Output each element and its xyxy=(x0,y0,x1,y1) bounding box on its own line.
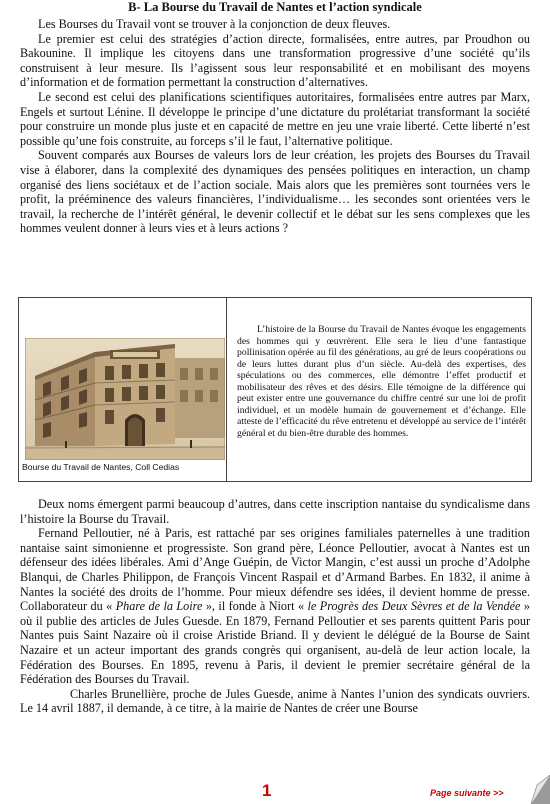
section-title: B- La Bourse du Travail de Nantes et l’action syndicale xyxy=(128,0,422,14)
paragraph: Deux noms émergent parmi beaucoup d’autres, dans cette inscription nantaise du syndicalisme dans l’histoire la Bourse du Travail. xyxy=(20,497,530,526)
pelloutier-section xyxy=(20,497,530,716)
newspaper-title: le Progrès des Deux Sèvres et de la Vendée xyxy=(307,599,521,614)
figure-photo-panel xyxy=(19,298,227,481)
intro-section xyxy=(20,17,530,236)
page-number: 1 xyxy=(262,781,272,800)
paragraph xyxy=(20,526,530,687)
text-run: Fernand Pelloutier, né à Paris, est rattaché par ses origines familiales paternelles à une tradition nantaise saint simonienne et progressiste. Son grand père, Léonce Pelloutier, avocat à Nantes est un défenseur des idées libérales. Ami d’Ange Guépin, de Victor Mangin, c’est aussi un proche d’Adolphe Blanqui, de Charles Philippon, de François Vincent Raspail et d’Armand Barbes. En 1832, il anime à Nantes la société des droits de l’homme. Pour mieux défendre ses idées, il devient homme de presse. Collaborateur du « xyxy=(20,526,530,614)
figure-box xyxy=(18,297,532,482)
paragraph: Souvent comparés aux Bourses de valeurs lors de leur création, les projets des Bourses du Travail vise à élaborer, dans la complexité des dynamiques des pensées politiques en interaction, un champ organisé des liens sociétaux et de l’action sociale. Mais alors que les premières sont tournées vers le profit, la prééminence des valeurs financières, l’individualisme… les secondes sont orientées vers le travail, la recherche de l’intérêt général, le devenir collectif et le débat sur les sens complexes que les hommes veulent donner à leurs vies et à leurs actions ? xyxy=(20,148,530,236)
paragraph: Le premier est celui des stratégies d’action directe, formalisées, entre autres, par Proudhon ou Bakounine. Il implique les citoyens dans une transformation progressive d’une société qu’ils construisent à leur mesure. Ils l’agissent sous leur responsabilité et en mobilisant des moyens d’information et de formation permettant la construction d’alternatives. xyxy=(20,31,530,90)
paragraph: Les Bourses du Travail vont se trouver à la conjonction de deux fleuves. xyxy=(38,17,391,31)
paragraph: Charles Brunellière, proche de Jules Guesde, anime à Nantes l’union des syndicats ouvriers. Le 14 avril 1887, il demande, à ce titre, à la mairie de Nantes de créer une Bourse xyxy=(20,686,530,716)
paragraph: Le second est celui des planifications scientifiques autoritaires, formalisées entre autres par Marx, Engels et surtout Lénine. Il développe le principe d’une dictature du prolétariat transformant la société pour construire un monde plus juste et en capacité de mettre en jeu une vraie liberté. Cette liberté n’est possible qu’une fois construite, au forceps s’il le faut, l’alternative politique. xyxy=(20,89,530,148)
text-run: », il fonde à Niort « xyxy=(202,599,308,614)
newspaper-title: Phare de la Loire xyxy=(115,599,203,614)
text-run: » où il publie des articles de Jules Guesde. En 1879, Fernand Pelloutier et ses parents quittent Paris pour Nantes puis Saint Nazaire où il croise Aristide Briand. Il y devient le délégué de la Bourse de Saint Nazaire et un acteur important des grands congrès qui organisent, au-delà de leur action locale, la Fédération des Bourses. En 1895, revenu à Paris, il devient le premier secrétaire général de la Fédération des Bourses du Travail. xyxy=(20,599,530,687)
figure-text-content: L’histoire de la Bourse du Travail de Nantes évoque les engagements des hommes qui y œuvrèrent. Elle sera le lieu d’une fantastique pollinisation opérée au fil des générations, au gré de leurs coopérations ou de leurs luttes durant plus d’un siècle. Au-delà des expertises, des spéculations ou des commerces, elle démontre l’effet productif et mobilisateur des rêves et des désirs. Elle témoigne de la différence qui peut exister entre une gouvernance du chiffre centré sur une loi de profit individuel, et un modèle humain de gouvernement et d’échange. Elle atteste de l’efficacité du rêve entretenu et développé au service de l’intérêt général et du bien-être durable des hommes. xyxy=(237,324,526,439)
page-curl-icon[interactable] xyxy=(531,775,550,804)
bourse-building-photo xyxy=(25,338,225,460)
next-page-link[interactable]: Page suivante >> xyxy=(430,788,504,798)
photo-caption: Bourse du Travail de Nantes, Coll Cedias xyxy=(22,462,180,472)
figure-text xyxy=(237,324,526,439)
